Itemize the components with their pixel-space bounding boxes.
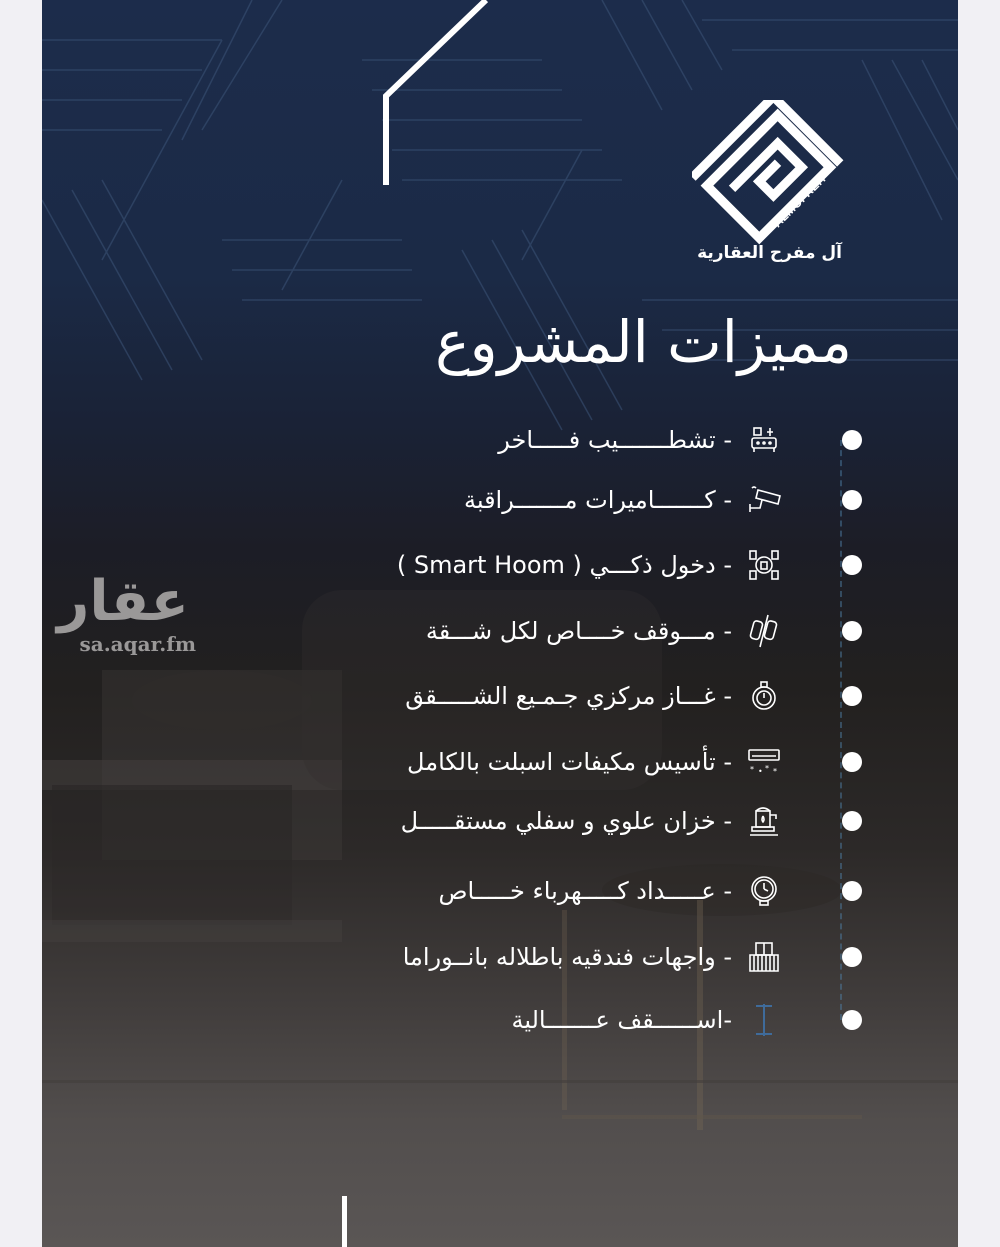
high-ceiling-icon [746, 1002, 782, 1038]
decorative-frame-line-bottom [342, 1196, 347, 1247]
electric-meter-icon [746, 873, 782, 909]
decorative-frame-line-top [332, 0, 492, 190]
feature-item [312, 937, 872, 977]
water-tank-icon [746, 803, 782, 839]
feature-label: - تشطـــــــيب فـــــاخر [498, 426, 732, 454]
feature-label: - مـــوقف خــــاص لكل شـــقة [425, 617, 732, 645]
feature-item [312, 871, 872, 911]
living-room-furniture-icon [746, 422, 782, 458]
building-facade-icon [746, 939, 782, 975]
feature-label: -اســــــقف عـــــــالية [511, 1006, 732, 1034]
parking-cars-icon [746, 613, 782, 649]
bullet-dot [842, 752, 862, 772]
bullet-dot [842, 621, 862, 641]
security-camera-icon [746, 482, 782, 518]
bullet-dot [842, 947, 862, 967]
bullet-dot [842, 555, 862, 575]
svg-text:*: * [750, 765, 754, 774]
feature-item [312, 545, 872, 585]
watermark-url: sa.aqar.fm [79, 632, 196, 656]
feature-label: - غـــاز مركزي جـمـيع الشـــــقق [405, 682, 732, 710]
feature-item [312, 1000, 872, 1040]
bullet-dot [842, 881, 862, 901]
feature-label: - دخول ذكـــي ( Smart Hoom ) [396, 551, 732, 579]
gas-meter-icon [746, 678, 782, 714]
feature-item [312, 742, 872, 782]
svg-text:*: * [773, 767, 777, 776]
timeline-line [840, 440, 842, 1020]
bullet-dot [842, 686, 862, 706]
feature-item [312, 611, 872, 651]
feature-item [312, 420, 872, 460]
feature-label: - عـــــداد كـــــهرباء خـــــاص [438, 877, 732, 905]
bullet-dot [842, 811, 862, 831]
logo-latin-text: ALMOFREH [770, 172, 829, 231]
feature-label: - واجهات فندقيه باطلاله بانــوراما [402, 943, 732, 971]
svg-text:•: • [758, 767, 763, 776]
feature-item [312, 480, 872, 520]
feature-item [312, 676, 872, 716]
svg-text:*: * [765, 764, 769, 773]
bullet-dot [842, 430, 862, 450]
kufic-square-logo-icon [692, 100, 852, 260]
bullet-dot [842, 1010, 862, 1030]
bullet-dot [842, 490, 862, 510]
smart-lock-icon [746, 547, 782, 583]
aqar-watermark [48, 569, 198, 656]
feature-item [312, 801, 872, 841]
page-title: مميزات المشروع [435, 308, 852, 376]
split-ac-icon [746, 744, 782, 780]
feature-label: - تأسيس مكيفات اسبلت بالكامل [407, 748, 732, 776]
feature-label: - كـــــــاميرات مـــــــراقبة [463, 486, 732, 514]
watermark-arabic: عقار [57, 569, 189, 634]
brand-name: آل مفرح العقارية [697, 243, 842, 263]
feature-label: - خزان علوي و سفلي مستقـــــل [400, 807, 732, 835]
